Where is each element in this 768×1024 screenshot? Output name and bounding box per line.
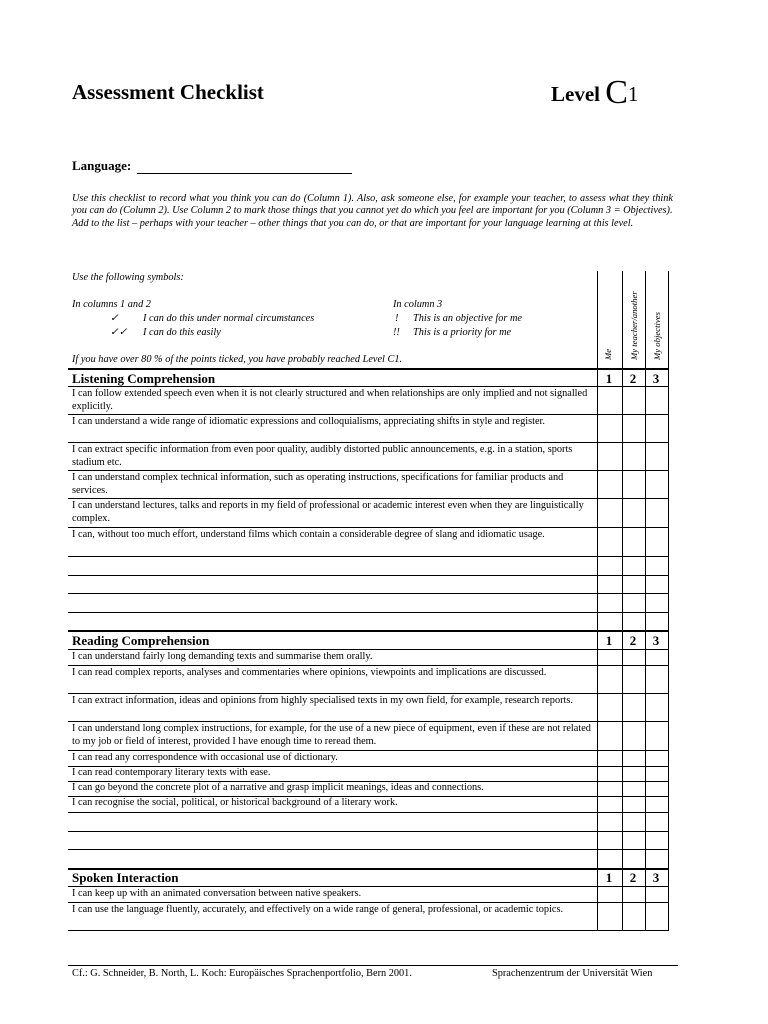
checklist-item: I can keep up with an animated conversation between native speakers. (72, 888, 362, 899)
row-rule (68, 812, 669, 813)
level-number: 1 (627, 82, 639, 106)
page-title: Assessment Checklist (72, 80, 264, 104)
checklist-item: I can extract information, ideas and opinions from highly specialised texts in my own field, for example, research reports. (72, 695, 573, 706)
symbol-4-text: This is a priority for me (413, 327, 512, 338)
column-header-teacher: My teacher/another (629, 291, 639, 360)
checklist-item: I can, without too much effort, understand films which contain a considerable degree of slang and idiomatic usage. (72, 529, 545, 540)
level-letter: C (605, 74, 628, 111)
section-title-spoken: Spoken Interaction (72, 870, 179, 885)
section-title-listening: Listening Comprehension (72, 371, 216, 386)
checklist-item: I can read any correspondence with occasional use of dictionary. (72, 752, 338, 763)
symbol-3-text: This is an objective for me (413, 313, 522, 324)
exclamation-symbol: ! (395, 313, 399, 324)
column-header-objectives: My objectives (652, 312, 662, 360)
checklist-item: I can understand long complex instructions, for example, for the use of a new piece of equipment, even if these are not related to my job or field of interest, provided I have enough time to reread them. (72, 723, 591, 747)
row-rule (68, 886, 669, 887)
column-number-3: 3 (652, 633, 660, 648)
blank-row-rule (68, 575, 669, 576)
footer-institution: Sprachenzentrum der Universität Wien (492, 968, 653, 979)
double-tick-symbol: ✓✓ (110, 327, 128, 338)
row-rule (68, 386, 669, 387)
checklist-item: I can use the language fluently, accurately, and effectively on a wide range of general, professional, or academic topics. (72, 904, 564, 915)
row-rule (68, 930, 669, 931)
column-number-1: 1 (605, 633, 613, 648)
row-rule (68, 442, 669, 443)
column-number-2: 2 (629, 870, 637, 885)
tick-symbol: ✓ (110, 313, 119, 324)
footer-citation: Cf.: G. Schneider, B. North, L. Koch: Europäisches Sprachenportfolio, Bern 2001. (72, 968, 412, 979)
level-word: Level (551, 82, 600, 106)
section-title-reading: Reading Comprehension (72, 633, 210, 648)
row-rule (68, 498, 669, 499)
row-rule (68, 665, 669, 666)
checklist-item: I can follow extended speech even when it is not clearly structured and when relationships are only implied and not signalled explicitly. (72, 388, 588, 412)
blank-row-rule (68, 849, 669, 850)
row-rule (68, 414, 669, 415)
level-indicator (551, 72, 638, 110)
row-rule (68, 556, 669, 557)
column-number-1: 1 (605, 371, 613, 386)
checklist-item: I can recognise the social, political, or historical background of a literary work. (72, 797, 398, 808)
section-rule (68, 368, 669, 370)
symbol-2-text: I can do this easily (143, 327, 221, 338)
row-rule (68, 470, 669, 471)
column-number-2: 2 (629, 371, 637, 386)
column-number-2: 2 (629, 633, 637, 648)
column-number-1: 1 (605, 870, 613, 885)
checklist-item: I can read complex reports, analyses and commentaries where opinions, viewpoints and implications are discussed. (72, 667, 547, 678)
row-rule (68, 902, 669, 903)
checklist-item: I can understand complex technical information, such as operating instructions, specifications for familiar products and services. (72, 472, 564, 496)
checklist-item: I can go beyond the concrete plot of a narrative and grasp implicit meanings, ideas and connections. (72, 782, 484, 793)
row-rule (68, 693, 669, 694)
instructions (72, 193, 673, 230)
language-field[interactable] (137, 173, 352, 174)
column-3-heading: In column 3 (393, 299, 443, 310)
blank-row-rule (68, 612, 669, 613)
row-rule (68, 721, 669, 722)
columns-1-2-heading: In columns 1 and 2 (72, 299, 151, 310)
checklist-item: I can read contemporary literary texts with ease. (72, 767, 271, 778)
blank-row-rule (68, 831, 669, 832)
row-rule (68, 750, 669, 751)
column-number-3: 3 (652, 371, 660, 386)
instructions-paragraph-1: Use this checklist to record what you think you can do (Column 1). Also, ask someone else, for example your teacher, to assess what they think you can do (Column 2). Use Column 2 to mark those things that you cannot yet do which you feel are important for you (Column 3 = Objectives). (72, 193, 673, 217)
threshold-note: If you have over 80 % of the points ticked, you have probably reached Level C1. (72, 354, 403, 365)
row-rule (68, 527, 669, 528)
column-header-me: Me (603, 348, 613, 360)
column-number-3: 3 (652, 870, 660, 885)
blank-row-rule (68, 593, 669, 594)
checklist-item: I can understand a wide range of idiomatic expressions and colloquialisms, appreciating shifts in style and register. (72, 416, 545, 427)
double-exclamation-symbol: !! (393, 327, 400, 338)
row-rule (68, 649, 669, 650)
footer-rule (68, 965, 678, 966)
checklist-item: I can extract specific information from even poor quality, audibly distorted public announcements, e.g. in a station, sports stadium etc. (72, 444, 573, 468)
symbol-1-text: I can do this under normal circumstances (143, 313, 315, 324)
checklist-item: I can understand fairly long demanding texts and summarise them orally. (72, 651, 373, 662)
symbols-intro: Use the following symbols: (72, 272, 184, 283)
checklist-item: I can understand lectures, talks and reports in my field of professional or academic interest even when they are linguistically complex. (72, 500, 584, 524)
instructions-paragraph-2: Add to the list – perhaps with your teacher – other things that you can do, or that are important for your language learning at this level. (72, 217, 634, 229)
language-label: Language: (72, 158, 132, 173)
section-rule (68, 630, 669, 632)
